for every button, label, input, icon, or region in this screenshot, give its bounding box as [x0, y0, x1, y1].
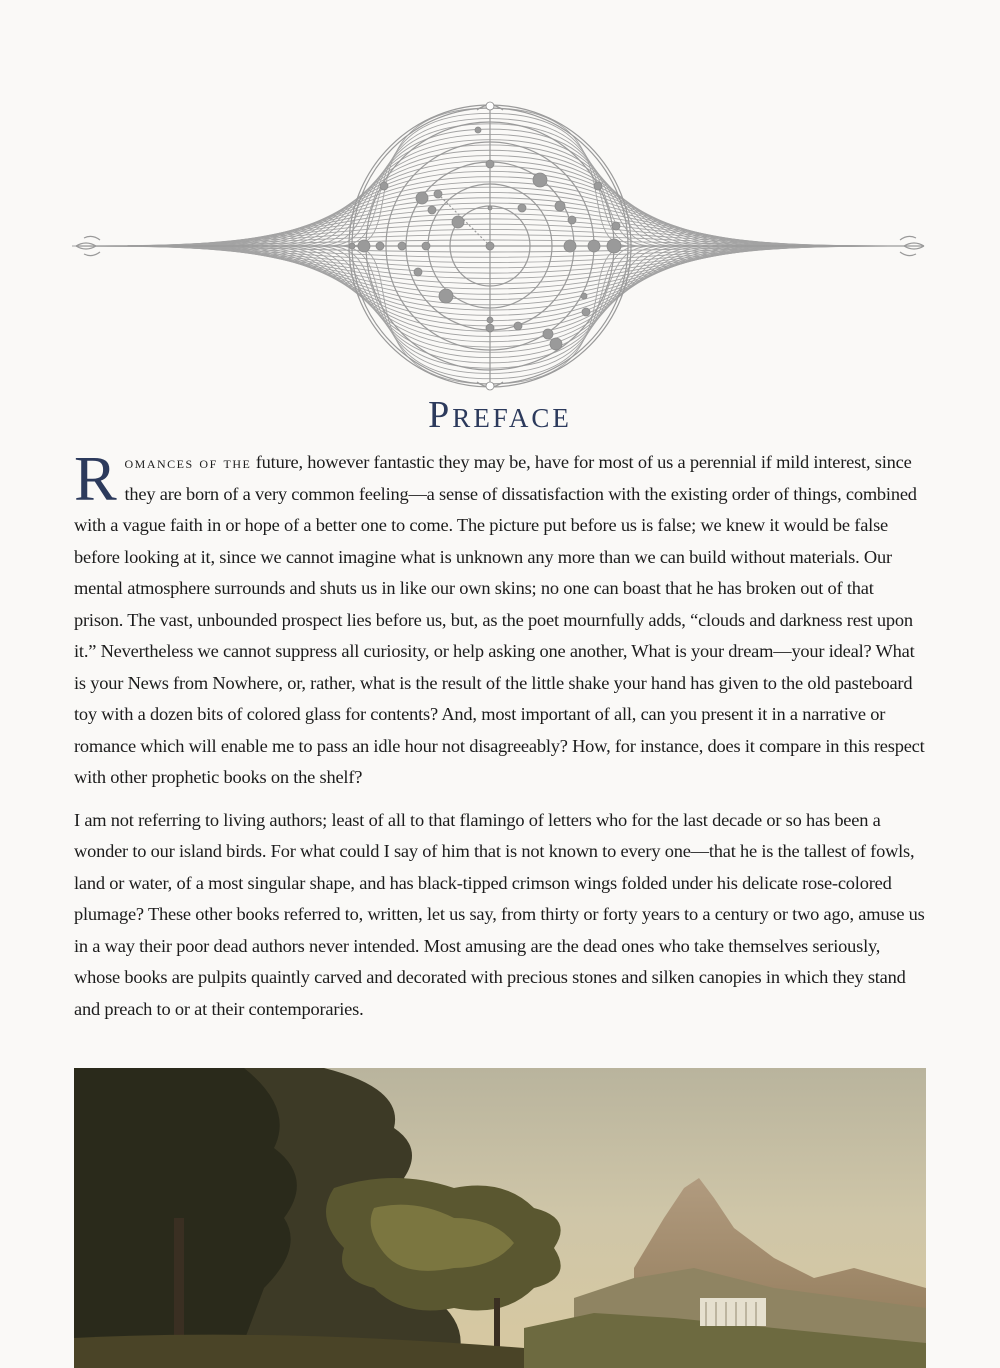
landscape-painting [74, 1068, 926, 1368]
celestial-orrery-ornament-icon [72, 98, 928, 394]
paragraph-1 [74, 443, 926, 794]
body-text [74, 443, 926, 1036]
paragraph-2: I am not referring to living authors; least of all to that flamingo of letters who for the last decade or so has been a wonder to our island birds. For what could I say of him that is not known to every one—that he is the tallest of fowls, land or water, of a most singular shape, and has black-tipped crimson wings folded under his delicate rose-colored plumage? These other books referred to, written, let us say, from thirty or forty years to a century or two ago, amuse us in a way their poor dead authors never intended. Most amusing are the dead ones who take themselves seriously, whose books are pulpits quaintly carved and decorated with precious stones and silken canopies in which they stand and preach to or at their contemporaries. [74, 809, 925, 1019]
paragraph-1-text: future, however fantastic they may be, have for most of us a perennial if mild interest, since they are born of a very common feeling—a sense of dissatisfaction with the existing order of things, combined with a vague faith in or hope of a better one to come. The picture put before us is false; we knew it would be false before looking at it, since we cannot imagine what is unknown any more than we can build without materials. Our mental atmosphere surrounds and shuts us in like our own skins; no one can boast that he has broken out of that prison. The vast, unbounded prospect lies before us, but, as the poet mournfully adds, “clouds and darkness rest upon it.” Nevertheless we cannot suppress all curiosity, or help asking one another, What is your dream—your ideal? What is your News from Nowhere, or, rather, what is the result of the little shake your hand has given to the old pasteboard toy with a dozen bits of colored glass for contents? And, most important of all, can you present it in a narrative or romance which will enable me to pass an idle hour not disagreeably? How, for instance, does it compare in this respect with other prophetic books on the shelf? [74, 452, 925, 787]
lead-smallcaps: omances of the [124, 453, 252, 472]
page-title: Preface [428, 394, 572, 436]
drop-cap: R [74, 443, 117, 514]
